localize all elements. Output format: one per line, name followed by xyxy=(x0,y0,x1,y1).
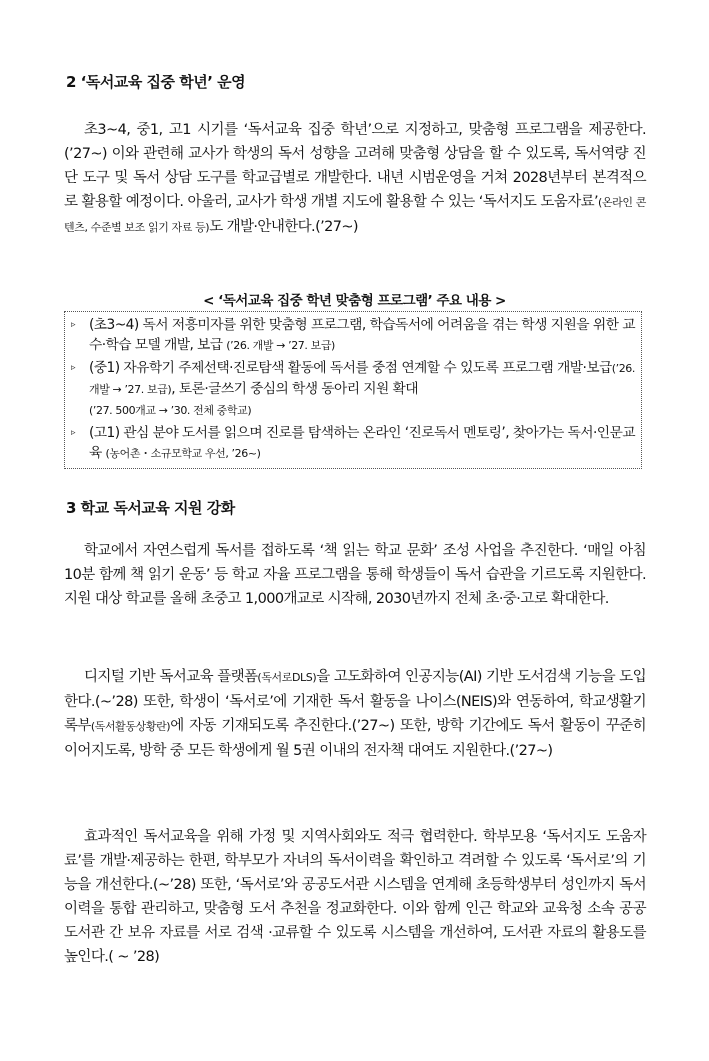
box-item-text: (중1) 자유학기 주제선택·진로탐색 활동에 독서를 중점 연계할 수 있도록 프로그램 개발·보급(’26. 개발 → ’27. 보급), 토론·글쓰기 중심의 학생 동아리 지원 확대 (’27. 500개교 → ’30. 전체 중학교) xyxy=(89,360,635,417)
box-item-text: (고1) 관심 분야 도서를 읽으며 진로를 탐색하는 온라인 ‘진로독서 멘토링’, 찾아가는 독서·인문교육 (농어촌・소규모학교 우선, ’26~) xyxy=(89,425,635,461)
paragraph-text: 효과적인 독서교육을 위해 가정 및 지역사회와도 적극 협력한다. 학부모용 ‘독서지도 도움자료’를 개발·제공하는 한편, 학부모가 자녀의 독서이력을 확인하고 격려할 수 있도록 ‘독서로’의 기능을 개선한다.(~’28) 또한, ‘독서로’와 공공도서관 시스템을 연계해 초등학생부터 성인까지 독서 이력을 통합 관리하고, 맞춤형 도서 추천을 정교화한다. 이와 함께 인근 학교와 교육청 소속 공공도서관 간 보유 자료를 서로 검색 ·교류할 수 있도록 시스템을 개선하여, 도서관 자료의 활용도를 높인다.( ~ ’28) xyxy=(64,829,646,965)
section-2-paragraph xyxy=(64,118,646,240)
box-item xyxy=(71,358,635,421)
paragraph-text-tail: 도 개발·안내한다.(’27~) xyxy=(209,219,358,235)
box-item xyxy=(71,315,635,356)
section-3-paragraph-2: 디지털 기반 독서교육 플랫폼(독서로DLS)을 고도화하여 인공지능(AI) 기반 도서검색 기능을 도입한다.(~’28) 또한, 학생이 ‘독서로’에 기재한 독서 활동을 나이스(NEIS)와 연동하여, 학교생활기록부(독서활동상황란)에 자동 기재되도록 추진한다.(’27~) 또한, 방학 기간에도 독서 활동이 꾸준히 이어지도록, 방학 중 모든 학생에게 월 5권 이내의 전자책 대여도 지원한다.(’27~) xyxy=(64,669,646,759)
section-3-heading: 3 학교 독서교육 지원 강화 xyxy=(66,499,235,517)
program-box-title: < ‘독서교육 집중 학년 맞춤형 프로그램’ 주요 내용 > xyxy=(203,293,506,309)
bullet-icon: ▹ xyxy=(71,428,75,438)
box-item-text: (초3~4) 독서 저흥미자를 위한 맞춤형 프로그램, 학습독서에 어려움을 겪는 학생 지원을 위한 교수·학습 모델 개발, 보급 (’26. 개발 → ’27. 보급) xyxy=(89,317,635,353)
section-3-paragraph-1 xyxy=(64,539,646,611)
box-item xyxy=(71,423,635,464)
paragraph-text: 초3~4, 중1, 고1 시기를 ‘독서교육 집중 학년’으로 지정하고, 맞춤형 프로그램을 제공한다.(’27~) 이와 관련해 교사가 학생의 독서 성향을 고려해 맞춤형 상담을 할 수 있도록, 독서역량 진단 도구 및 독서 상담 도구를 학교급별로 개발한다. 내년 시범운영을 거쳐 2028년부터 본격적으로 활용할 예정이다. 아울러, 교사가 학생 개별 지도에 활용할 수 있는 ‘독서지도 도움자료’ xyxy=(64,122,646,210)
section-3-paragraph-3 xyxy=(64,825,646,969)
bullet-icon: ▹ xyxy=(71,320,75,330)
paragraph-text: 학교에서 자연스럽게 독서를 접하도록 ‘책 읽는 학교 문화’ 조성 사업을 추진한다. ‘매일 아침 10분 함께 책 읽기 운동’ 등 학교 자율 프로그램을 통해 학생들이 독서 습관을 기르도록 지원한다. 지원 대상 학교를 올해 초중고 1,000개교로 시작해, 2030년까지 전체 초·중·고로 확대한다. xyxy=(64,543,646,607)
program-box xyxy=(64,311,642,469)
section-2-heading: 2 ‘독서교육 집중 학년’ 운영 xyxy=(66,73,246,91)
bullet-icon: ▹ xyxy=(71,363,75,373)
paragraph-note: (온라인 콘텐츠, 수준별 보조 읽기 자료 등) xyxy=(64,196,646,234)
